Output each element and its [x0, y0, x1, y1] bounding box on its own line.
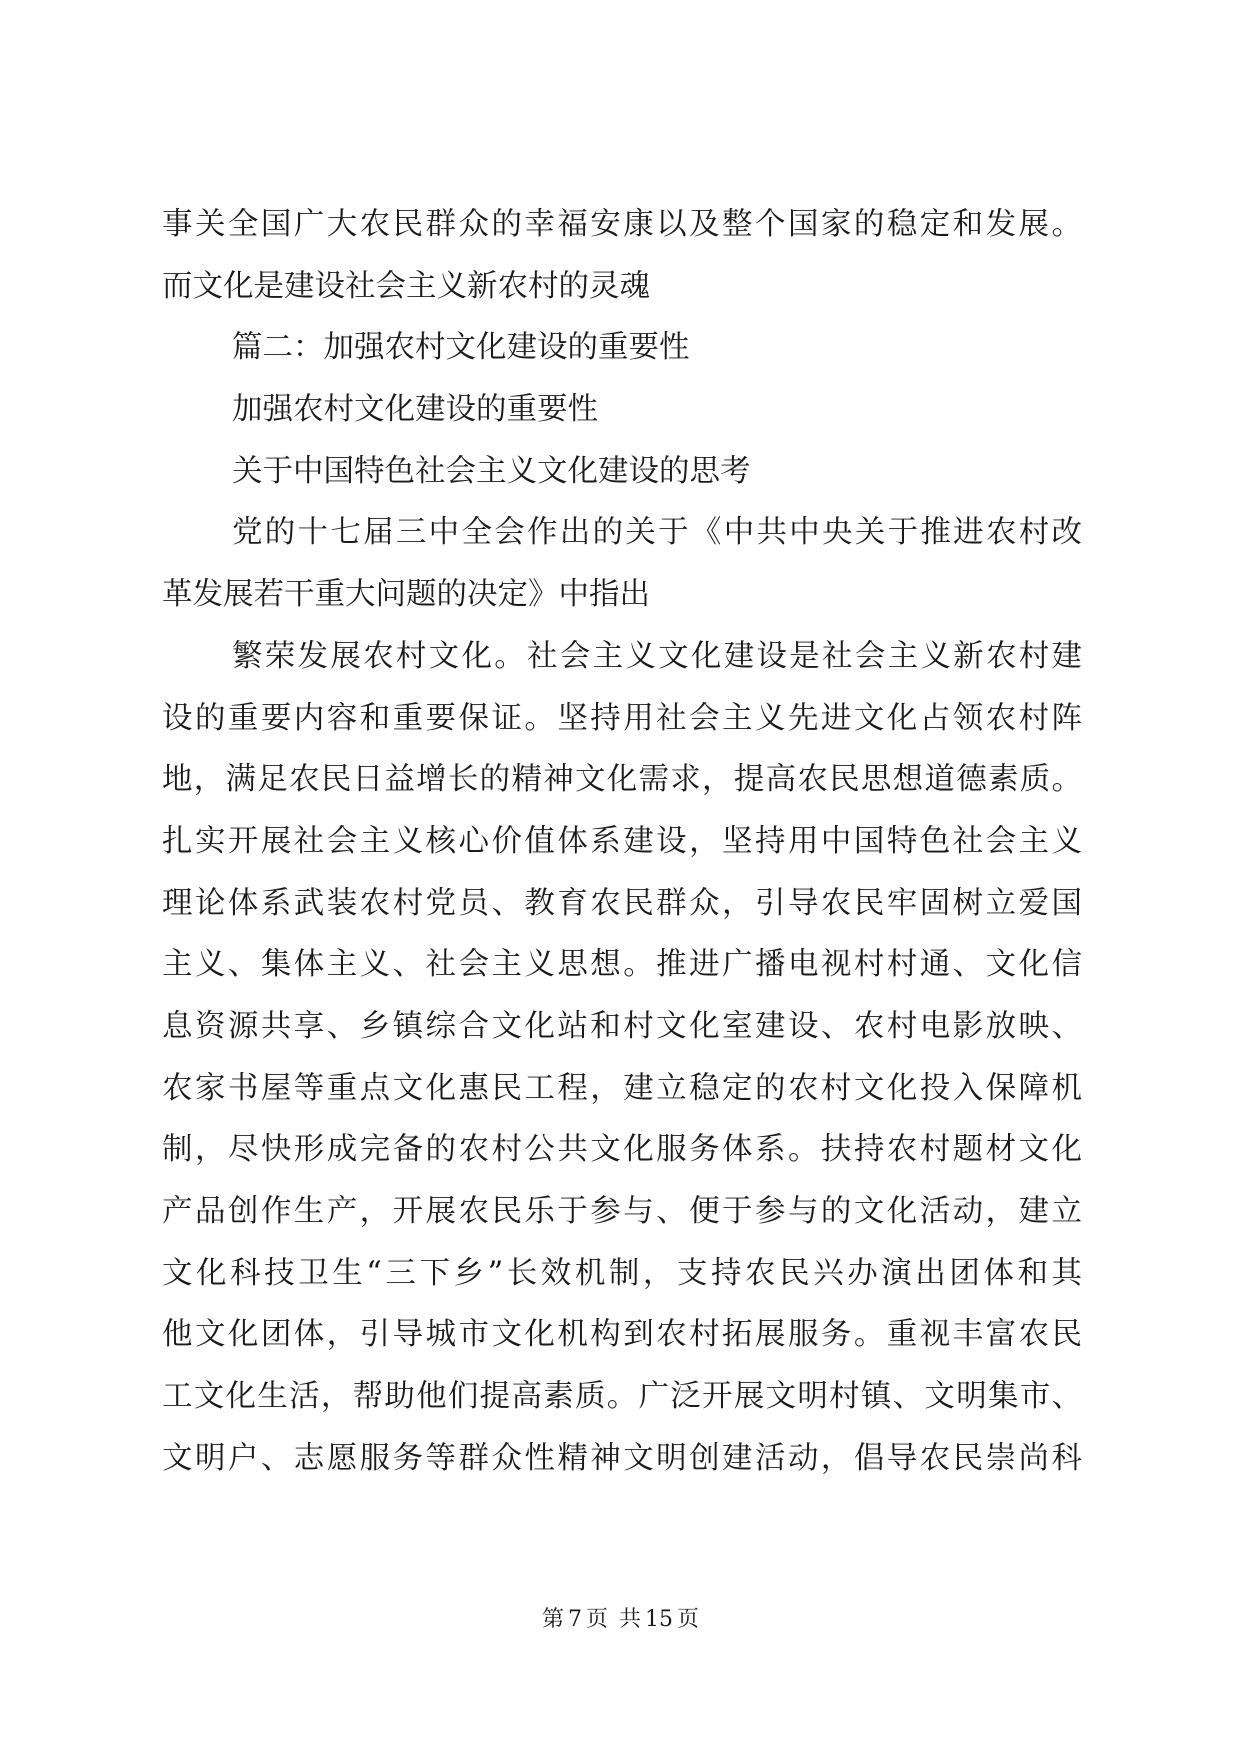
footer-prefix: 第 [541, 1607, 564, 1632]
text-line-11: 扎实开展社会主义核心价值体系建设，坚持用中国特色社会主义 [162, 823, 1082, 859]
section-heading: 篇二：加强农村文化建设的重要性 [232, 330, 690, 366]
footer-page-suffix: 页 [585, 1607, 608, 1632]
text-line-8: 繁荣发展农村文化。社会主义文化建设是社会主义新农村建 [232, 638, 1082, 674]
text-line-21: 文明户、志愿服务等群众性精神文明创建活动，倡导农民崇尚科 [162, 1440, 1082, 1476]
text-line-19: 他文化团体，引导城市文化机构到农村拓展服务。重视丰富农民 [162, 1317, 1082, 1353]
text-line-10: 地，满足农民日益增长的精神文化需求，提高农民思想道德素质。 [162, 762, 1082, 798]
text-line-6: 党的十七届三中全会作出的关于《中共中央关于推进农村改 [232, 515, 1082, 551]
footer-total-pages: 15 [645, 1607, 674, 1632]
page-footer [0, 1605, 1241, 1635]
text-line-12: 理论体系武装农村党员、教育农民群众，引导农民牢固树立爱国 [162, 885, 1082, 921]
text-line-18: 文化科技卫生“三下乡”长效机制，支持农民兴办演出团体和其 [162, 1255, 1082, 1291]
body-text [162, 194, 1082, 1489]
text-line-1: 事关全国广大农民群众的幸福安康以及整个国家的稳定和发展。 [162, 207, 1082, 242]
text-line-16: 制，尽快形成完备的农村公共文化服务体系。扶持农村题材文化 [162, 1132, 1082, 1168]
footer-total-suffix: 页 [677, 1607, 700, 1632]
text-line-20: 工文化生活，帮助他们提高素质。广泛开展文明村镇、文明集市、 [162, 1379, 1082, 1415]
footer-total-prefix: 共 [619, 1607, 642, 1632]
subheading: 加强农村文化建设的重要性 [232, 392, 598, 428]
text-line-17: 产品创作生产，开展农民乐于参与、便于参与的文化活动，建立 [162, 1194, 1082, 1229]
footer-page-number: 7 [567, 1607, 582, 1632]
text-line-13: 主义、集体主义、社会主义思想。推进广播电视村村通、文化信 [162, 947, 1082, 983]
text-line-14: 息资源共享、乡镇综合文化站和村文化室建设、农村电影放映、 [162, 1008, 1082, 1044]
text-line-9: 设的重要内容和重要保证。坚持用社会主义先进文化占领农村阵 [162, 700, 1082, 736]
text-line-15: 农家书屋等重点文化惠民工程，建立稳定的农村文化投入保障机 [162, 1070, 1082, 1106]
subheading-2: 关于中国特色社会主义文化建设的思考 [232, 453, 751, 489]
text-line-7: 革发展若干重大问题的决定》中指出 [162, 577, 650, 613]
text-line-2: 而文化是建设社会主义新农村的灵魂 [162, 268, 650, 304]
